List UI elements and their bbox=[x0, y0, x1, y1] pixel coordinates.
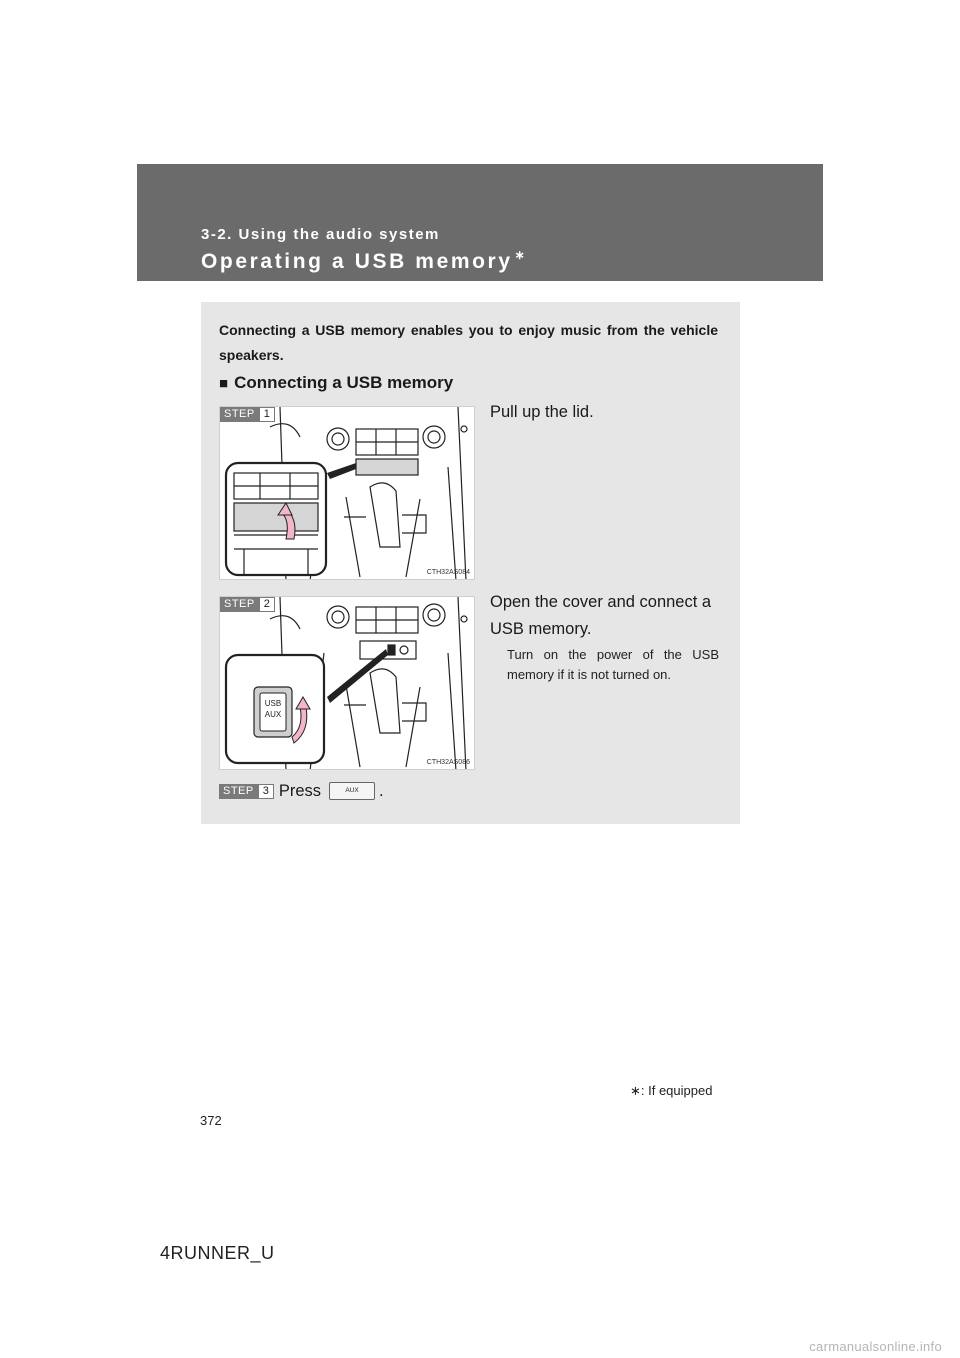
section-header-band bbox=[137, 164, 823, 281]
step3-tag bbox=[219, 784, 274, 799]
page-number: 372 bbox=[200, 1113, 222, 1128]
subheading bbox=[219, 373, 453, 393]
aux-button-icon: AUX bbox=[329, 782, 375, 800]
step2-text: Open the cover and connect a USB memory. bbox=[490, 593, 712, 638]
step1-text: Pull up the lid. bbox=[490, 403, 594, 421]
step-word: STEP bbox=[219, 784, 258, 799]
usb-aux-port-label bbox=[260, 698, 286, 720]
page-title-text: Operating a USB memory bbox=[201, 250, 513, 273]
instruction-panel bbox=[201, 302, 740, 824]
square-bullet-icon: ■ bbox=[219, 375, 229, 392]
step-number: 1 bbox=[259, 407, 275, 422]
image-code: CTH32AS086 bbox=[426, 759, 470, 766]
step2-illustration bbox=[219, 596, 475, 770]
console-lid-drawing bbox=[220, 407, 475, 580]
if-equipped-mark: ∗ bbox=[514, 248, 525, 262]
step-number: 3 bbox=[258, 784, 274, 799]
usb-label: USB bbox=[264, 699, 282, 708]
step-number: 2 bbox=[259, 597, 275, 612]
aux-label: AUX bbox=[264, 710, 282, 719]
usb-port-drawing bbox=[220, 597, 475, 770]
image-code: CTH32AS084 bbox=[426, 569, 470, 576]
step1-tag bbox=[220, 407, 275, 422]
step2-note: Turn on the power of the USB memory if it is not turned on. bbox=[507, 647, 719, 682]
step-word: STEP bbox=[220, 407, 259, 422]
subheading-text: Connecting a USB memory bbox=[234, 373, 454, 392]
step3-text-after: . bbox=[379, 781, 384, 800]
step-word: STEP bbox=[220, 597, 259, 612]
step3-text-before: Press bbox=[278, 781, 322, 800]
intro-text: Connecting a USB memory enables you to enjoy music from the vehicle speakers. bbox=[219, 322, 718, 363]
watermark: carmanualsonline.info bbox=[809, 1339, 942, 1354]
footnote: ∗: If equipped bbox=[630, 1083, 713, 1098]
section-label: 3-2. Using the audio system bbox=[201, 226, 440, 243]
step1-illustration bbox=[219, 406, 475, 580]
step3-row bbox=[219, 782, 384, 800]
model-code: 4RUNNER_U bbox=[160, 1243, 275, 1263]
step2-tag bbox=[220, 597, 275, 612]
page-title bbox=[201, 248, 525, 274]
